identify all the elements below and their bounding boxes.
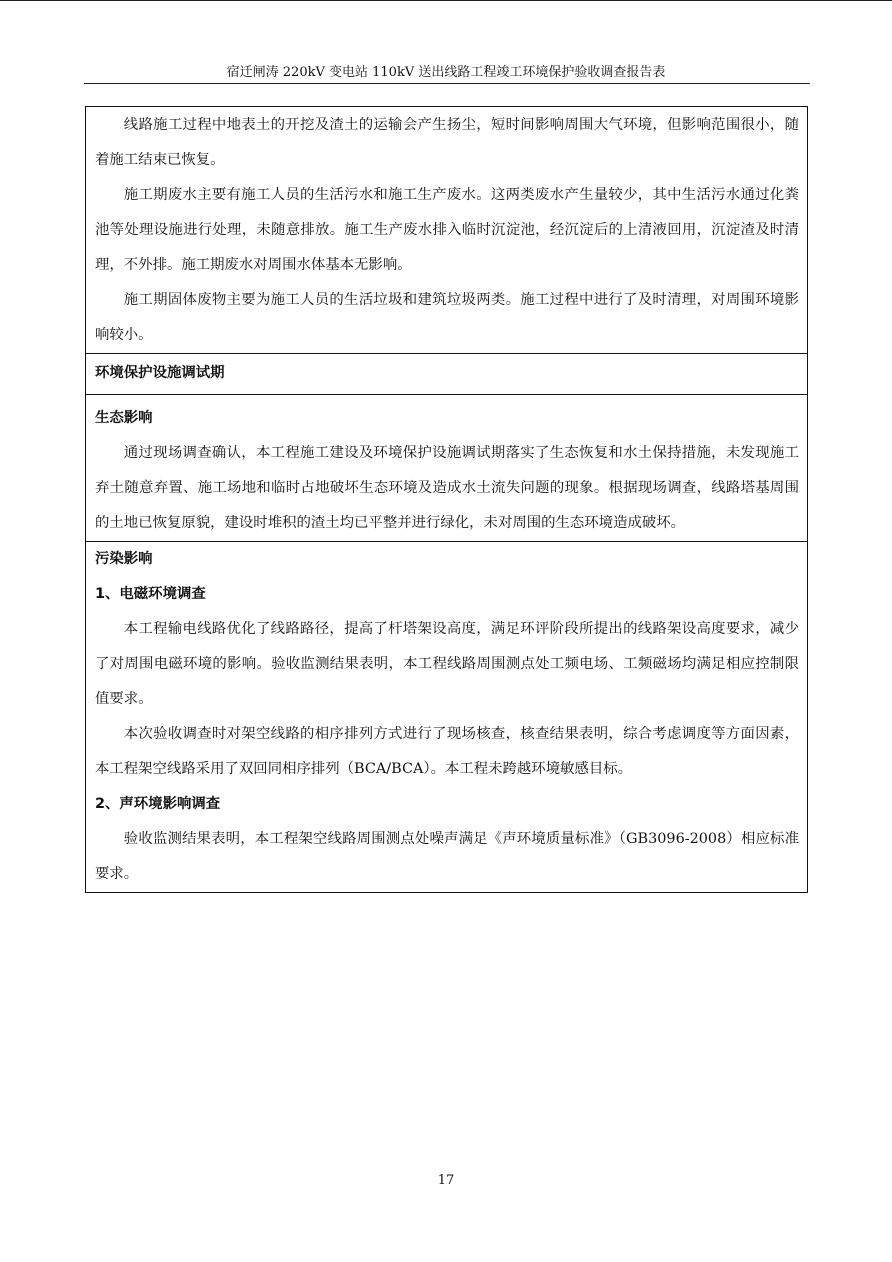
top-border-line [0, 0, 892, 1]
pollution-cell [86, 542, 808, 893]
page-number: 17 [437, 1173, 455, 1188]
row-pollution [86, 542, 808, 893]
pollution-heading: 污染影响 [95, 551, 153, 567]
em-paragraph-1: 本工程输电线路优化了线路路径，提高了杆塔架设高度，满足环评阶段所提出的线路架设高度要求，减少了对周围电磁环境的影响。验收监测结果表明，本工程线路周围测点处工频电场、工频磁场均满足相应控制限值要求。 [95, 621, 799, 707]
running-header-title: 宿迁闸涛 220kV 变电站 110kV 送出线路工程竣工环境保护验收调查报告表 [226, 65, 666, 80]
dust-paragraph: 线路施工过程中地表土的开挖及渣土的运输会产生扬尘，短时间影响周围大气环境，但影响范围很小，随着施工结束已恢复。 [95, 117, 799, 168]
ecology-cell [86, 395, 808, 542]
noise-heading: 2、声环境影响调查 [95, 796, 221, 812]
commissioning-title-cell [86, 354, 808, 395]
row-commissioning-title [86, 354, 808, 395]
em-environment-heading: 1、电磁环境调查 [95, 586, 206, 602]
solid-waste-paragraph: 施工期固体废物主要为施工人员的生活垃圾和建筑垃圾两类。施工过程中进行了及时清理，对周围环境影响较小。 [95, 292, 799, 343]
header-divider [84, 83, 810, 84]
report-table [85, 106, 808, 893]
noise-paragraph: 验收监测结果表明，本工程架空线路周围测点处噪声满足《声环境质量标准》（GB3096-2008）相应标准要求。 [95, 831, 799, 882]
construction-impact-cell [86, 107, 808, 354]
ecology-heading: 生态影响 [95, 410, 153, 426]
em-paragraph-2: 本次验收调查时对架空线路的相序排列方式进行了现场核查，核查结果表明，综合考虑调度等方面因素，本工程架空线路采用了双回同相序排列（BCA/BCA）。本工程未跨越环境敏感目标。 [95, 726, 799, 777]
commissioning-title: 环境保护设施调试期 [95, 364, 225, 381]
wastewater-paragraph: 施工期废水主要有施工人员的生活污水和施工生产废水。这两类废水产生量较少，其中生活污水通过化粪池等处理设施进行处理，未随意排放。施工生产废水排入临时沉淀池，经沉淀后的上清液回用，沉淀渣及时清理，不外排。施工期废水对周围水体基本无影响。 [95, 187, 799, 273]
row-ecology [86, 395, 808, 542]
ecology-paragraph: 通过现场调查确认，本工程施工建设及环境保护设施调试期落实了生态恢复和水土保持措施，未发现施工弃土随意弃置、施工场地和临时占地破坏生态环境及造成水土流失问题的现象。根据现场调查，线路塔基周围的土地已恢复原貌，建设时堆积的渣土均已平整并进行绿化，未对周围的生态环境造成破坏。 [95, 445, 799, 531]
row-construction-period [86, 107, 808, 354]
